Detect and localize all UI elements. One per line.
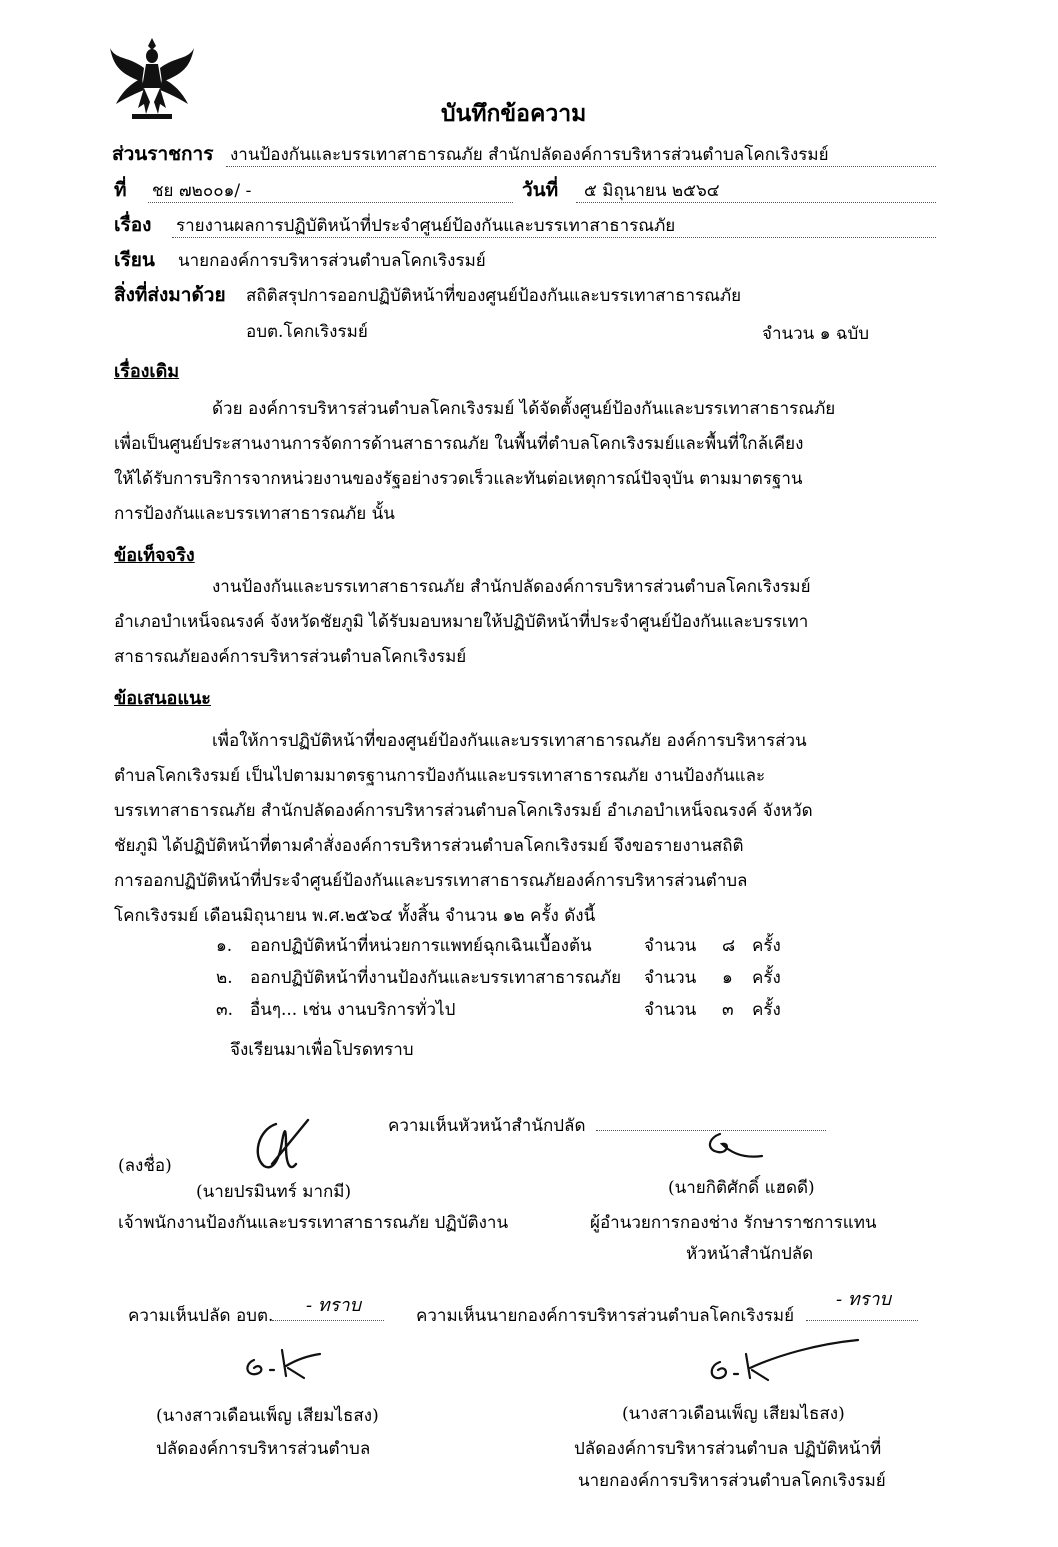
- chief-title-line2: หัวหน้าสำนักปลัด: [686, 1244, 814, 1264]
- proposal-line: บรรเทาสาธารณภัย สำนักปลัดองค์การบริหารส่วนตำบลโคกเริงรมย์ อำเภอบำเหน็จณรงค์ จังหวัด: [114, 801, 813, 821]
- agency-value: งานป้องกันและบรรเทาสาธารณภัย สำนักปลัดองค์การบริหารส่วนตำบลโคกเริงรมย์: [230, 145, 829, 165]
- page-title: บันทึกข้อความ: [441, 100, 587, 127]
- acting-title-line1: ปลัดองค์การบริหารส่วนตำบล ปฏิบัติหน้าที่: [574, 1439, 882, 1459]
- proposal-line: เพื่อให้การปฏิบัติหน้าที่ของศูนย์ป้องกันและบรรเทาสาธารณภัย องค์การบริหารส่วน: [212, 731, 807, 751]
- facts-line: อำเภอบำเหน็จณรงค์ จังหวัดชัยภูมิ ได้รับมอบหมายให้ปฏิบัติหน้าที่ประจำศูนย์ป้องกันและบรรเทา: [114, 612, 809, 632]
- acting-name: (นางสาวเดือนเพ็ญ เสียมไธสง): [622, 1404, 845, 1424]
- item-text: ออกปฏิบัติหน้าที่หน่วยการแพทย์ฉุกเฉินเบื้องต้น: [250, 936, 592, 956]
- facts-heading: ข้อเท็จจริง: [114, 545, 195, 566]
- proposal-line: การออกปฏิบัติหน้าที่ประจำศูนย์ป้องกันและบรรเทาสาธารณภัยองค์การบริหารส่วนตำบล: [114, 871, 748, 891]
- palad-name: (นางสาวเดือนเพ็ญ เสียมไธสง): [156, 1406, 379, 1426]
- sign-label: (ลงชื่อ): [118, 1156, 172, 1176]
- attachment-label: สิ่งที่ส่งมาด้วย: [114, 284, 226, 306]
- chief-signature: [700, 1128, 770, 1164]
- item-unit: ครั้ง: [752, 968, 781, 988]
- item-count: ๘: [722, 936, 736, 956]
- item-qty-label: จำนวน: [644, 968, 697, 988]
- background-heading: เรื่องเดิม: [114, 361, 180, 382]
- chief-title-line1: ผู้อำนวยการกองช่าง รักษาราชการแทน: [590, 1213, 877, 1233]
- background-line: เพื่อเป็นศูนย์ประสานงานการจัดการด้านสาธารณภัย ในพื้นที่ตำบลโคกเริงรมย์และพื้นที่ใกล้เคียง: [114, 434, 804, 454]
- acting-title-line2: นายกองค์การบริหารส่วนตำบลโคกเริงรมย์: [578, 1471, 886, 1491]
- mayor-opinion-dotline: [806, 1320, 918, 1321]
- subject-label: เรื่อง: [114, 214, 152, 236]
- facts-line: งานป้องกันและบรรเทาสาธารณภัย สำนักปลัดองค์การบริหารส่วนตำบลโคกเริงรมย์: [212, 577, 811, 597]
- garuda-emblem-icon: [108, 34, 196, 124]
- item-number: ๓.: [216, 1000, 234, 1020]
- background-line: ให้ได้รับการบริการจากหน่วยงานของรัฐอย่างรวดเร็วและทันต่อเหตุการณ์ปัจจุบัน ตามมาตรฐาน: [114, 469, 803, 489]
- item-text: อื่นๆ... เช่น งานบริการทั่วไป: [250, 1000, 456, 1020]
- date-value: ๕ มิถุนายน ๒๕๖๔: [584, 181, 720, 201]
- ref-dotline: [148, 202, 513, 203]
- palad-signature: [240, 1346, 330, 1382]
- item-unit: ครั้ง: [752, 936, 781, 956]
- background-line: ด้วย องค์การบริหารส่วนตำบลโคกเริงรมย์ ได้จัดตั้งศูนย์ป้องกันและบรรเทาสาธารณภัย: [212, 399, 836, 419]
- item-qty-label: จำนวน: [644, 1000, 697, 1020]
- palad-opinion-label: ความเห็นปลัด อบต.: [128, 1306, 274, 1326]
- officer-title: เจ้าพนักงานป้องกันและบรรเทาสาธารณภัย ปฏิบัติงาน: [118, 1213, 509, 1233]
- attachment-value-line1: สถิติสรุปการออกปฏิบัติหน้าที่ของศูนย์ป้องกันและบรรเทาสาธารณภัย: [246, 286, 742, 306]
- proposal-line: ชัยภูมิ ได้ปฏิบัติหน้าที่ตามคำสั่งองค์การบริหารส่วนตำบลโคกเริงรมย์ จึงขอรายงานสถิติ: [114, 836, 744, 856]
- to-value: นายกองค์การบริหารส่วนตำบลโคกเริงรมย์: [178, 251, 486, 271]
- agency-label: ส่วนราชการ: [112, 143, 214, 165]
- attachment-quantity: จำนวน ๑ ฉบับ: [762, 324, 870, 344]
- agency-dotline: [226, 166, 936, 167]
- subject-dotline: [172, 237, 936, 238]
- proposal-line: โคกเริงรมย์ เดือนมิถุนายน พ.ศ.๒๕๖๔ ทั้งสิ้น จำนวน ๑๒ ครั้ง ดังนี้: [114, 906, 596, 926]
- acting-signature: [706, 1336, 866, 1386]
- mayor-opinion-note: - ทราบ: [836, 1289, 891, 1310]
- date-label: วันที่: [522, 179, 559, 201]
- proposal-line: ตำบลโคกเริงรมย์ เป็นไปตามมาตรฐานการป้องกันและบรรเทาสาธารณภัย งานป้องกันและ: [114, 766, 766, 786]
- item-count: ๓: [722, 1000, 734, 1020]
- ref-value: ชย ๗๒๐๐๑/ -: [152, 181, 252, 201]
- item-number: ๑.: [216, 936, 233, 956]
- officer-signature: [246, 1116, 316, 1178]
- ref-label: ที่: [114, 179, 127, 201]
- chief-opinion-label: ความเห็นหัวหน้าสำนักปลัด: [388, 1116, 586, 1136]
- proposal-heading: ข้อเสนอแนะ: [114, 688, 211, 709]
- date-dotline: [576, 202, 936, 203]
- to-label: เรียน: [114, 249, 155, 271]
- mayor-opinion-label: ความเห็นนายกองค์การบริหารส่วนตำบลโคกเริงรมย์: [416, 1306, 795, 1326]
- officer-name: (นายปรมินทร์ มากมี): [196, 1182, 352, 1202]
- palad-opinion-note: - ทราบ: [306, 1295, 361, 1316]
- item-qty-label: จำนวน: [644, 936, 697, 956]
- subject-value: รายงานผลการปฏิบัติหน้าที่ประจำศูนย์ป้องกันและบรรเทาสาธารณภัย: [176, 216, 676, 236]
- background-line: การป้องกันและบรรเทาสาธารณภัย นั้น: [114, 504, 395, 524]
- closing-text: จึงเรียนมาเพื่อโปรดทราบ: [230, 1040, 414, 1060]
- item-number: ๒.: [216, 968, 233, 988]
- item-count: ๑: [722, 968, 733, 988]
- palad-opinion-dotline: [272, 1320, 384, 1321]
- attachment-value-line2: อบต.โคกเริงรมย์: [246, 322, 368, 342]
- facts-line: สาธารณภัยองค์การบริหารส่วนตำบลโคกเริงรมย์: [114, 647, 467, 667]
- chief-name: (นายกิติศักดิ์ แฮดดี): [668, 1178, 815, 1198]
- palad-title: ปลัดองค์การบริหารส่วนตำบล: [156, 1439, 371, 1459]
- item-unit: ครั้ง: [752, 1000, 781, 1020]
- item-text: ออกปฏิบัติหน้าที่งานป้องกันและบรรเทาสาธารณภัย: [250, 968, 622, 988]
